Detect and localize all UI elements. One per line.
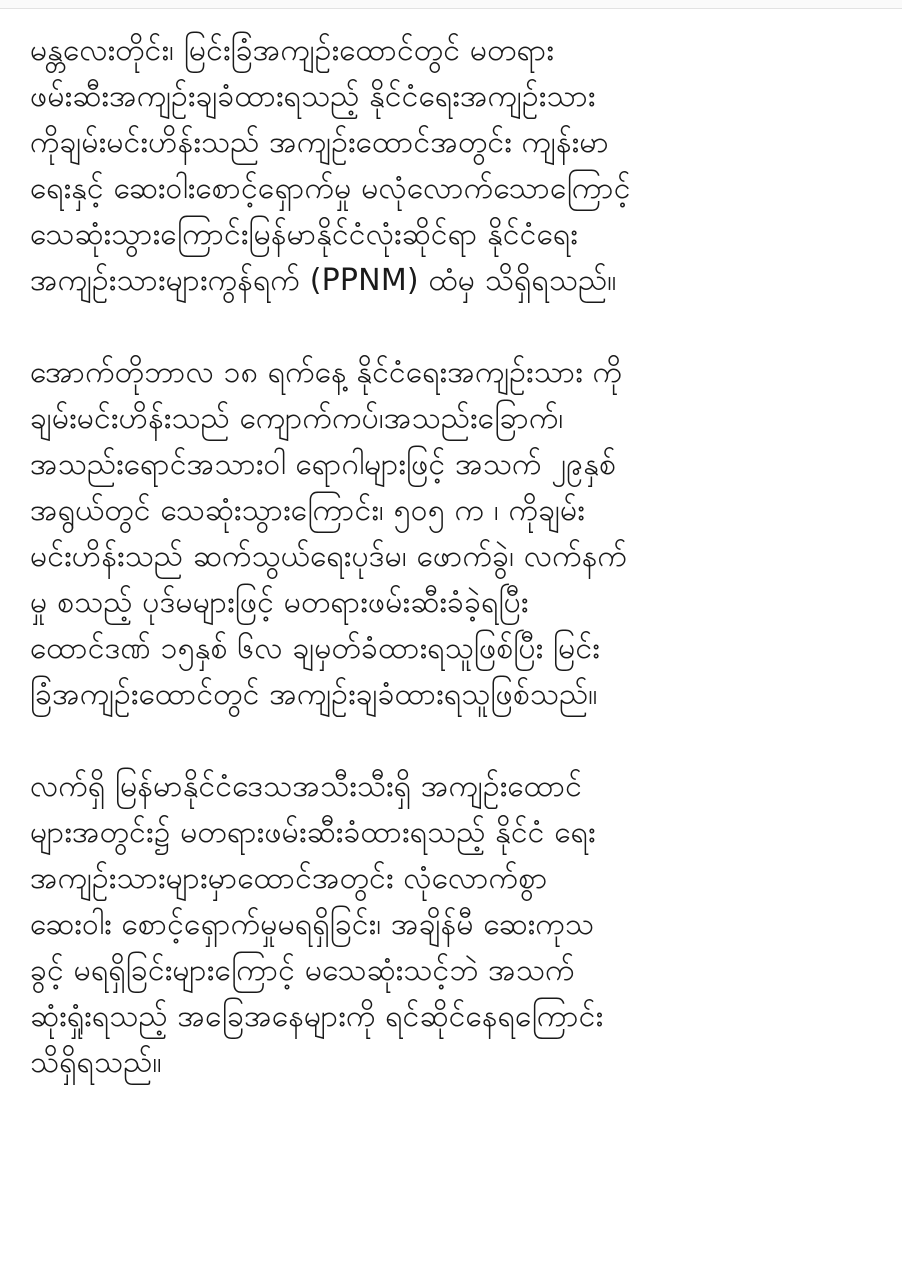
text-line: ချမ်းမင်းဟိန်းသည် ကျောက်ကပ်၊အသည်းခြောက်၊ [30, 401, 564, 436]
text-line: အရွယ်တွင် သေဆုံးသွားကြောင်း၊ ၅၀၅ က ၊ ကိုချမ်း [30, 493, 585, 528]
text-line: လက်ရှိ မြန်မာနိုင်ငံဒေသအသီးသီးရှိ အကျဉ်းထောင် [30, 769, 583, 804]
article-body [30, 28, 880, 1086]
text-line: သေဆုံးသွားကြောင်းမြန်မာနိုင်ငံလုံးဆိုင်ရာ နိုင်ငံရေး [30, 217, 578, 252]
text-line: ဆေးဝါး စောင့်ရှောက်မှုမရရှိခြင်း၊ အချိန်မီ ဆေးကုသ [30, 907, 595, 942]
text-line: ခြံအကျဉ်းထောင်တွင် အကျဉ်းချခံထားရသူဖြစ်သည်။ [30, 677, 598, 712]
text-line: ရေးနှင့် ဆေးဝါးစောင့်ရှောက်မှု မလုံလောက်သောကြောင့် [30, 171, 631, 206]
top-divider [0, 0, 902, 9]
text-line: အကျဉ်းသားများကွန်ရက် (PPNM) ထံမှ သိရှိရသည်။ [30, 263, 617, 298]
paragraph-3 [30, 764, 880, 1086]
paragraph-2 [30, 350, 880, 718]
paragraph-gap [30, 718, 880, 764]
text-line: ကိုချမ်းမင်းဟိန်းသည် အကျဉ်းထောင်အတွင်း ကျန်းမာ [30, 125, 609, 160]
text-line: မန္တလေးတိုင်း၊ မြင်းခြံအကျဉ်းထောင်တွင် မတရား [30, 33, 555, 68]
text-line: များအတွင်း၌ မတရားဖမ်းဆီးခံထားရသည့် နိုင်ငံ ရေး [30, 815, 596, 850]
text-line: အကျဉ်းသားများမှာထောင်အတွင်း လုံလောက်စွာ [30, 861, 548, 896]
text-line: ထောင်ဒဏ် ၁၅နှစ် ၆လ ချမှတ်ခံထားရသူဖြစ်ပြီး မြင်း [30, 631, 600, 666]
text-line: မှု စသည့် ပုဒ်မများဖြင့် မတရားဖမ်းဆီးခံခဲ့ရပြီး [30, 585, 529, 620]
text-line: ဆုံးရှုံးရသည့် အခြေအနေများကို ရင်ဆိုင်နေရကြောင်း [30, 999, 604, 1034]
text-line: ခွင့် မရရှိခြင်းများကြောင့် မသေဆုံးသင့်ဘဲ အသက် [30, 953, 575, 988]
text-line: မင်းဟိန်းသည် ဆက်သွယ်ရေးပုဒ်မ၊ ဖောက်ခွဲ၊ လက်နက် [30, 539, 628, 574]
paragraph-1 [30, 28, 880, 304]
text-line: သိရှိရသည်။ [30, 1045, 162, 1080]
text-line: ဖမ်းဆီးအကျဉ်းချခံထားရသည့် နိုင်ငံရေးအကျဉ်းသား [30, 79, 596, 114]
text-line: အသည်းရောင်အသားဝါ ရောဂါများဖြင့် အသက် ၂၉နှစ် [30, 447, 617, 482]
text-line: အောက်တိုဘာလ ၁၈ ရက်နေ့ နိုင်ငံရေးအကျဉ်းသား ကို [30, 355, 623, 390]
paragraph-gap [30, 304, 880, 350]
